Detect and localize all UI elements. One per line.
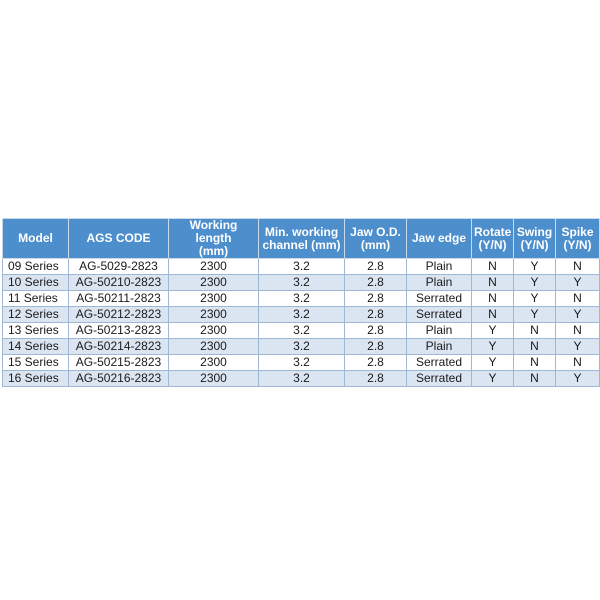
column-header-text: (mm) [198, 244, 229, 258]
cell-swing: N [514, 323, 556, 339]
cell-jaw-edge: Serrated [407, 291, 472, 307]
cell-jaw-od: 2.8 [345, 275, 407, 291]
cell-min-working-channel: 3.2 [259, 291, 345, 307]
cell-model: 11 Series [3, 291, 69, 307]
cell-rotate: N [472, 275, 514, 291]
table-row [3, 371, 600, 387]
column-header-text: Min. working [264, 224, 339, 239]
cell-rotate: N [472, 307, 514, 323]
cell-ags-code: AG-50214-2823 [69, 339, 169, 355]
cell-model: 15 Series [3, 355, 69, 371]
cell-min-working-channel: 3.2 [259, 275, 345, 291]
cell-swing: Y [514, 275, 556, 291]
cell-rotate: N [472, 259, 514, 275]
column-header-text: Jaw O.D. [350, 224, 401, 239]
cell-model: 16 Series [3, 371, 69, 387]
column-header-text: (mm) [360, 237, 391, 252]
column-header-text: Rotate [474, 224, 512, 239]
table-row [3, 307, 600, 323]
column-header-jaw-od [345, 219, 407, 259]
cell-spike: Y [556, 275, 600, 291]
spec-table [2, 218, 600, 387]
cell-jaw-od: 2.8 [345, 307, 407, 323]
column-header-text: Jaw edge [411, 231, 467, 245]
cell-jaw-od: 2.8 [345, 259, 407, 275]
cell-rotate: Y [472, 371, 514, 387]
cell-jaw-od: 2.8 [345, 339, 407, 355]
cell-rotate: N [472, 291, 514, 307]
column-header-text: Spike [561, 224, 594, 239]
cell-min-working-channel: 3.2 [259, 259, 345, 275]
cell-min-working-channel: 3.2 [259, 355, 345, 371]
cell-swing: N [514, 355, 556, 371]
column-header-text: Working length [189, 218, 238, 245]
table-row [3, 275, 600, 291]
column-header-min-working-channel [259, 219, 345, 259]
cell-spike: N [556, 291, 600, 307]
cell-working-length: 2300 [169, 339, 259, 355]
column-header-text: (Y/N) [520, 237, 549, 252]
column-header-ags-code [69, 219, 169, 259]
cell-spike: N [556, 259, 600, 275]
table-row [3, 259, 600, 275]
table-header-row [3, 219, 600, 259]
column-header-spike [556, 219, 600, 259]
cell-jaw-edge: Plain [407, 323, 472, 339]
cell-jaw-edge: Plain [407, 275, 472, 291]
cell-model: 13 Series [3, 323, 69, 339]
cell-jaw-edge: Plain [407, 259, 472, 275]
cell-jaw-edge: Serrated [407, 355, 472, 371]
cell-min-working-channel: 3.2 [259, 371, 345, 387]
cell-spike: N [556, 355, 600, 371]
column-header-text: (Y/N) [563, 237, 592, 252]
cell-jaw-od: 2.8 [345, 323, 407, 339]
table-row [3, 339, 600, 355]
column-header-text: AGS CODE [86, 231, 151, 245]
cell-rotate: Y [472, 323, 514, 339]
cell-swing: Y [514, 291, 556, 307]
column-header-rotate [472, 219, 514, 259]
table-row [3, 355, 600, 371]
cell-working-length: 2300 [169, 355, 259, 371]
cell-working-length: 2300 [169, 323, 259, 339]
cell-model: 14 Series [3, 339, 69, 355]
cell-jaw-od: 2.8 [345, 355, 407, 371]
cell-swing: N [514, 339, 556, 355]
cell-swing: Y [514, 307, 556, 323]
cell-model: 09 Series [3, 259, 69, 275]
cell-swing: N [514, 371, 556, 387]
cell-working-length: 2300 [169, 259, 259, 275]
cell-ags-code: AG-50212-2823 [69, 307, 169, 323]
cell-spike: N [556, 323, 600, 339]
table-row [3, 291, 600, 307]
cell-jaw-od: 2.8 [345, 291, 407, 307]
column-header-swing [514, 219, 556, 259]
cell-spike: Y [556, 307, 600, 323]
cell-rotate: Y [472, 355, 514, 371]
cell-jaw-edge: Plain [407, 339, 472, 355]
cell-working-length: 2300 [169, 275, 259, 291]
cell-min-working-channel: 3.2 [259, 339, 345, 355]
cell-ags-code: AG-50210-2823 [69, 275, 169, 291]
table-row [3, 323, 600, 339]
column-header-jaw-edge [407, 219, 472, 259]
cell-spike: Y [556, 339, 600, 355]
table-body [3, 259, 600, 387]
cell-working-length: 2300 [169, 291, 259, 307]
cell-min-working-channel: 3.2 [259, 307, 345, 323]
column-header-working-length [169, 219, 259, 259]
cell-swing: Y [514, 259, 556, 275]
spec-table-container [2, 218, 599, 387]
column-header-text: Model [18, 231, 53, 245]
column-header-text: Swing [516, 224, 553, 239]
column-header-text: (Y/N) [478, 237, 507, 252]
cell-ags-code: AG-50216-2823 [69, 371, 169, 387]
cell-ags-code: AG-50215-2823 [69, 355, 169, 371]
cell-ags-code: AG-50213-2823 [69, 323, 169, 339]
cell-model: 12 Series [3, 307, 69, 323]
column-header-text: channel (mm) [262, 237, 341, 252]
cell-jaw-edge: Serrated [407, 371, 472, 387]
cell-jaw-od: 2.8 [345, 371, 407, 387]
cell-working-length: 2300 [169, 307, 259, 323]
cell-spike: Y [556, 371, 600, 387]
cell-min-working-channel: 3.2 [259, 323, 345, 339]
cell-jaw-edge: Serrated [407, 307, 472, 323]
column-header-model [3, 219, 69, 259]
cell-working-length: 2300 [169, 371, 259, 387]
cell-model: 10 Series [3, 275, 69, 291]
cell-ags-code: AG-5029-2823 [69, 259, 169, 275]
cell-rotate: Y [472, 339, 514, 355]
cell-ags-code: AG-50211-2823 [69, 291, 169, 307]
